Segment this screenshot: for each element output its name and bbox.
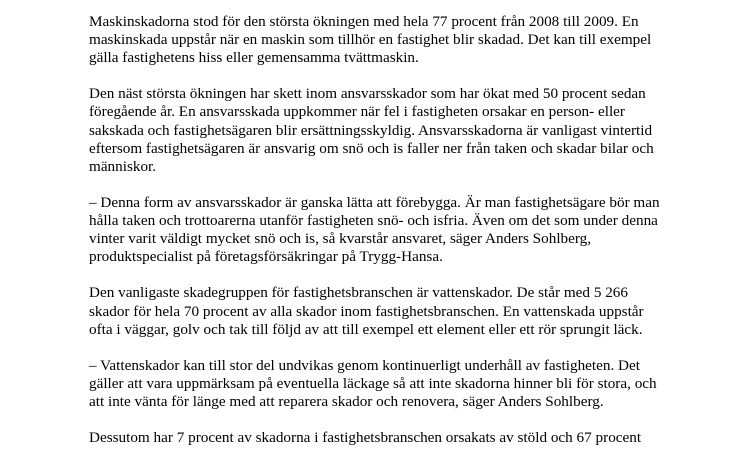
text-line: ofta i väggar, golv och tak till följd av att till exempel ett element eller ett rör sprungit läck.	[89, 320, 643, 338]
text-line: eftersom fastighetsägaren är ansvarig om snö och is faller ner från taken och skadar bilar och	[89, 139, 654, 157]
text-line: att inte vänta för länge med att reparera skador och renovera, säger Anders Sohlberg.	[89, 392, 604, 410]
paragraph-water-damage	[89, 284, 669, 338]
text-line: maskinskada uppstår när en maskin som tillhör en fastighet blir skadad. Det kan till exempel	[89, 31, 652, 49]
text-line: Den vanligaste skadegruppen för fastighetsbranschen är vattenskador. De står med 5 266	[89, 284, 628, 302]
paragraph-machine-damage	[89, 13, 669, 67]
text-line: gäller att vara uppmärksam på eventuella läckage så att inte skadorna hinner bli för stora, och	[89, 374, 657, 392]
paragraph-theft-damage	[89, 429, 669, 447]
text-line: människor.	[89, 157, 157, 175]
text-line: Den näst största ökningen har skett inom ansvarsskador som har ökat med 50 procent sedan	[89, 85, 646, 103]
text-line: skador för hela 70 procent av alla skador inom fastighetsbranschen. En vattenskada uppstår	[89, 302, 644, 320]
text-line: vinter varit väldigt mycket snö och is, så kvarstår ansvaret, säger Anders Sohlberg,	[89, 230, 592, 248]
text-line: gälla fastighetens hiss eller gemensamma tvättmaskin.	[89, 49, 419, 67]
paragraph-quote-prevention	[89, 194, 669, 266]
text-line: föregående år. En ansvarsskada uppkommer när fel i fastigheten orsakar en person- eller	[89, 103, 625, 121]
text-line: hålla taken och trottoarerna utanför fastigheten snö- och isfria. Även om det som under denna	[89, 212, 658, 230]
text-line: Maskinskadorna stod för den största ökningen med hela 77 procent från 2008 till 2009. En	[89, 13, 639, 30]
document-body	[89, 13, 669, 465]
text-line: – Denna form av ansvarsskador är ganska lätta att förebygga. Är man fastighetsägare bör man	[89, 193, 660, 211]
text-line: Dessutom har 7 procent av skadorna i fastighetsbranschen orsakats av stöld och 67 procent	[89, 429, 642, 447]
text-line: produktspecialist på företagsförsäkringar på Trygg-Hansa.	[89, 248, 443, 266]
text-line: sakskada och fastighetsägaren blir ersättningsskyldig. Ansvarsskadorna är vanligast vintertid	[89, 121, 653, 139]
text-line: – Vattenskador kan till stor del undvikas genom kontinuerligt underhåll av fastigheten. Det	[89, 356, 640, 374]
paragraph-liability-damage	[89, 85, 669, 175]
paragraph-quote-maintenance	[89, 357, 669, 411]
